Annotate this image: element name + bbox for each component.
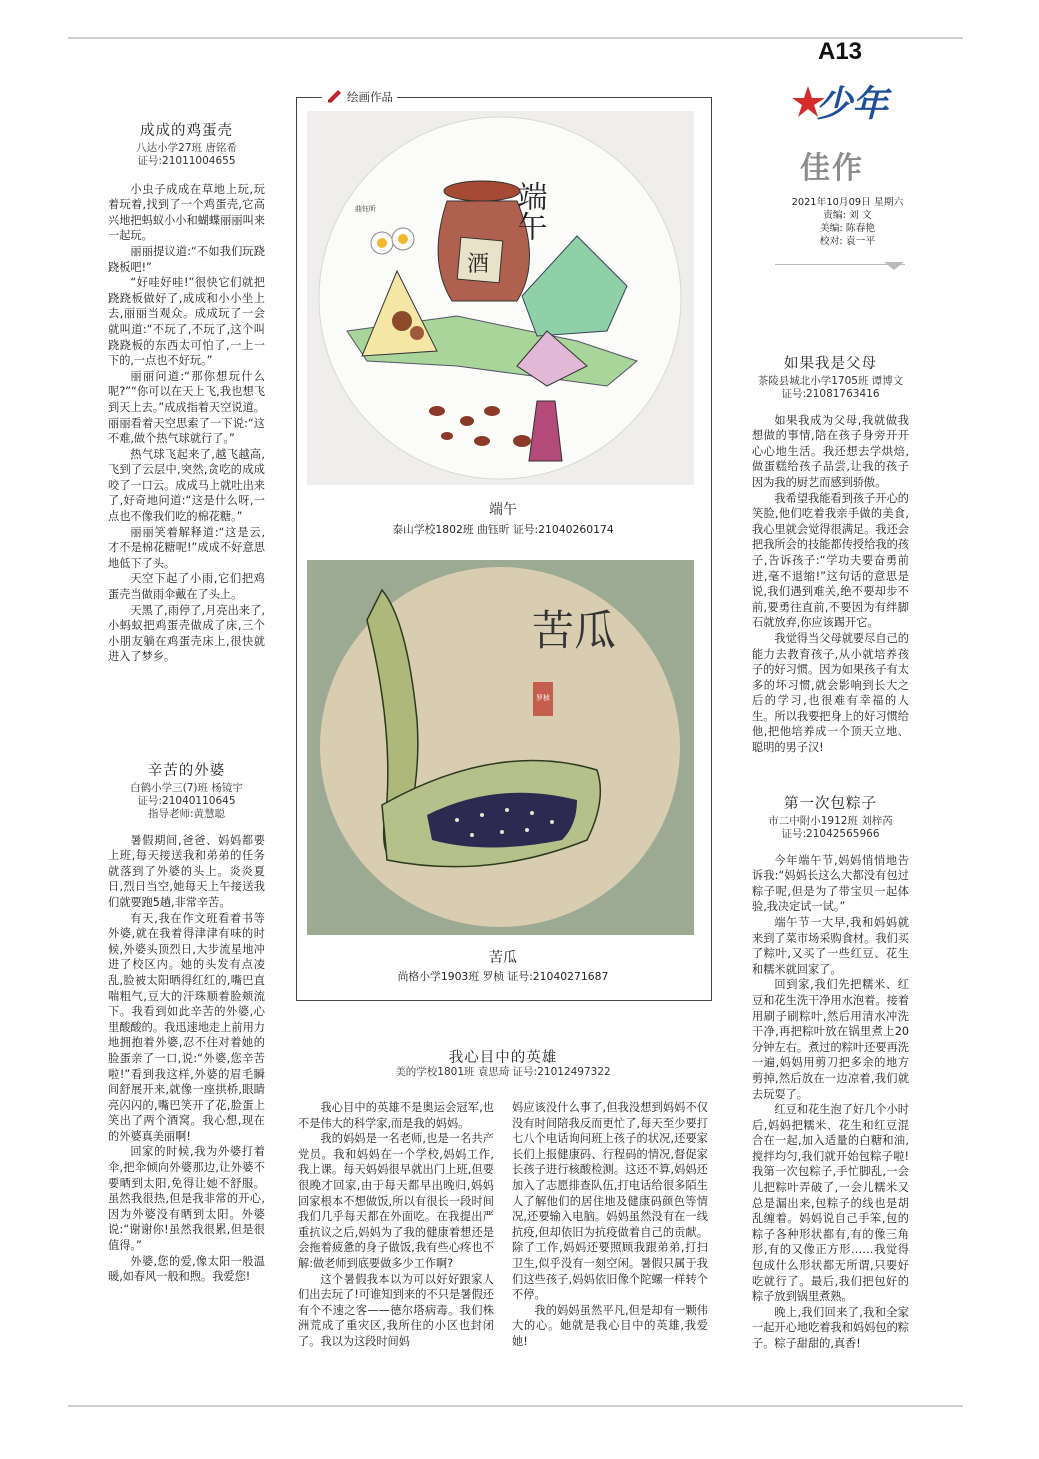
artwork-section-label: 绘画作品: [347, 90, 393, 104]
article-title: 辛苦的外婆: [147, 763, 226, 779]
paragraph: 我希望我能看到孩子开心的笑脸,他们吃着我亲手做的美食,我心里就会觉得很满足。我还会把我所会的技能都传授给我的孩子,告诉孩子:“学功夫要奋勇前进,毫不退缩!”这句话的意思是说,我们遇到难关,绝不要却步不前,要勇往直前,不要因为有绊脚石就放弃,你应该踢开它。: [752, 491, 909, 630]
article-hero-title: 我心目中的英雄: [448, 1050, 558, 1066]
article-author: 市二中附小1912班 刘梓芮: [768, 814, 893, 827]
melon-seal: 罗桢: [536, 694, 550, 702]
paragraph: 丽丽提议道:“不如我们玩跷跷板吧!”: [108, 244, 265, 274]
melon-brush-title: 苦瓜: [532, 606, 617, 655]
paragraph: 回家的时候,我为外婆打着伞,把伞倾向外婆那边,让外婆不要晒到太阳,免得让她不舒服。虽然我很热,但是我非常的开心,因为外婆没有晒到太阳。外婆说:“谢谢你!虽然我很累,但是很值得。”: [108, 1145, 265, 1253]
issue-date: 2021年10月09日 星期六: [791, 197, 904, 208]
painting-duanwu: [307, 111, 694, 485]
paragraph: 外婆,您的爱,像太阳一般温暖,如春风一般和煦。我爱您!: [108, 1254, 265, 1284]
paragraph: 妈应该没什么事了,但我没想到妈妈不仅没有时间陪我反而更忙了,每天至少要打七八个电话询问班上孩子的状况,还要家长们上报健康码、行程码的情况,督促家长孩子进行核酸检测。这还不算,妈妈还加入了志愿排查队伍,打电话给很多陌生人了解他们的居住地及健康码颜色等情况,还要输入电脑。妈妈虽然没有在一线抗疫,但却依旧为抗疫做着自己的贡献。除了工作,妈妈还要照顾我跟弟弟,打扫卫生,似乎没有一刻空闲。暑假只属于我们这些孩子,妈妈依旧像个陀螺一样转个不停。: [512, 1101, 708, 1302]
paragraph: 暑假期间,爸爸、妈妈都要上班,每天接送我和弟弟的任务就落到了外婆的头上。炎炎夏日,烈日当空,她每天上午接送我们就要跑5趟,非常辛苦。: [108, 833, 265, 909]
article-id: 证号:21040110645: [137, 794, 236, 807]
paragraph: 小虫子成成在草地上玩,玩着玩着,找到了一个鸡蛋壳,它高兴地把蚂蚁小小和蝴蝶丽丽叫来一起玩。: [108, 182, 265, 243]
duanwu-signature: 曲钰昕: [355, 205, 376, 213]
paragraph: 我的妈妈虽然平凡,但是却有一颗伟大的心。她就是我心目中的英雄,我爱她!: [512, 1303, 708, 1348]
jar-label: 酒: [467, 252, 490, 277]
painting-melon-byline: 尚格小学1903班 罗桢 证号:21040271687: [397, 970, 609, 983]
paragraph: 今年端午节,妈妈悄悄地告诉我:“妈妈长这么大都没有包过粽子呢,但是为了带宝贝一起体验,我决定试一试。”: [752, 853, 909, 914]
article-title: 如果我是父母: [784, 356, 877, 372]
article-author: 八达小学27班 唐铭希: [136, 141, 237, 154]
article-parents: [752, 357, 909, 756]
meta-pointer: [884, 262, 904, 270]
painting-duanwu-byline: 泰山学校1802班 曲钰昕 证号:21040260174: [392, 523, 614, 536]
article-author: 白鹤小学三(7)班 杨镜宇: [130, 781, 243, 794]
paragraph: 有天,我在作文班看着书等外婆,就在我着得津津有味的时候,外婆头顶烈日,大步流星地冲进了校区内。她的头发有点凌乱,脸被太阳晒得红红的,嘴巴直喘粗气,豆大的汗珠顺着脸颊流下。我看到如此辛苦的外婆,心里酸酸的。我迅速地走上前用力地拥抱着外婆,忍不住对着她的脸蛋亲了一口,说:“外婆,您辛苦啦!”看到我这样,外婆的眉毛瞬间舒展开来,就像一座拱桥,眼睛亮闪闪的,嘴巴笑开了花,脸蛋上笑出了两个酒窝。我心想,现在的外婆真美丽啊!: [108, 911, 265, 1143]
article-hero-col2: [512, 1100, 708, 1350]
article-title: 成成的鸡蛋壳: [140, 123, 233, 139]
paragraph: 丽丽问道:“那你想玩什么呢?”“你可以在天上飞,我也想飞到天上去。”成成指着天空说道。丽丽看着天空思索了一下说:“这不难,做个热气球就行了。”: [108, 369, 265, 446]
article-hero-byline: 美的学校1801班 袁思琦 证号:21012497322: [395, 1066, 611, 1078]
painting-melon-title: 苦瓜: [489, 950, 517, 966]
issue-meta: [780, 196, 915, 248]
article-author: 茶陵县城北小学1705班 谭博文: [757, 374, 904, 387]
paragraph: 天黑了,雨停了,月亮出来了,小蚂蚁把鸡蛋壳做成了床,三个小朋友躺在鸡蛋壳床上,很快就进入了梦乡。: [108, 603, 265, 664]
paragraph: “好哇好哇!”很快它们就把跷跷板做好了,成成和小小坐上去,丽丽当观众。成成玩了一会就叫道:“不玩了,不玩了,这个叫跷跷板的东西太可怕了,一上一下的,一点也不好玩。”: [108, 276, 265, 368]
paragraph: 端午节一大早,我和妈妈就来到了菜市场采购食材。我们买了粽叶,又买了一些红豆、花生和糯米就回家了。: [752, 915, 909, 976]
brand-subtitle: 佳作: [800, 151, 864, 186]
paragraph: 如果我成为父母,我就做我想做的事情,陪在孩子身旁开开心心地生活。我还想去学烘焙,做蛋糕给孩子品尝,让我的孩子因为我的厨艺而感到骄傲。: [752, 413, 909, 489]
page-number: A13: [818, 38, 863, 65]
painting-duanwu-title: 端午: [489, 502, 517, 518]
painting-bitter-melon: [307, 560, 694, 935]
article-grandma: [108, 764, 265, 1285]
article-teacher: 指导老师:黄慧聪: [147, 807, 226, 820]
paragraph: 我觉得当父母就要尽自己的能力去教育孩子,从小就培养孩子的好习惯。因为如果孩子有太多的坏习惯,就会影响到长大之后的学习,也很难有幸福的人生。所以我要把身上的好习惯给他,把他培养成一个顶天立地、聪明的男子汉!: [752, 631, 909, 755]
paragraph: 我的妈妈是一名老师,也是一名共产党员。我和妈妈在一个学校,妈妈工作,我上课。每天妈妈很早就出门上班,但要很晚才回家,由于每天都早出晚归,妈妈回家根本不想做饭,所以有很长一段时间我们几乎每天都在外面吃。在我提出严重抗议之后,妈妈为了我的健康着想还是会拖着疲惫的身子做饭,我有些心疼也不解:做老师到底要做多少工作啊?: [298, 1132, 494, 1270]
article-id: 证号:21042565966: [781, 827, 880, 840]
article-id: 证号:21081763416: [781, 387, 880, 400]
editor: 责编: 刘 文: [823, 210, 872, 221]
designer: 美编: 陈春艳: [819, 223, 876, 234]
paragraph: 晚上,我们回来了,我和全家一起开心地吃着我和妈妈包的粽子。粽子甜甜的,真香!: [752, 1305, 909, 1350]
duanwu-brush-title: 端午: [511, 181, 547, 241]
paragraph: 丽丽笑着解释道:“这是云,才不是棉花糖呢!”成成不好意思地低下了头。: [108, 525, 265, 570]
article-title: 第一次包粽子: [784, 796, 877, 812]
brand-logo: [790, 72, 910, 132]
paragraph: 回到家,我们先把糯米、红豆和花生洗干净用水泡着。接着用刷子刷粽叶,然后用清水冲洗干净,再把粽叶放在锅里煮上20分钟左右。煮过的粽叶还要再洗一遍,妈妈用剪刀把多余的地方剪掉,然后放在一边凉着,我们就去玩耍了。: [752, 978, 909, 1101]
artwork-section-tag: [322, 89, 397, 105]
article-id: 证号:21011004655: [137, 154, 236, 167]
pencil-icon: [326, 90, 344, 104]
bottom-rule: [68, 1405, 963, 1407]
article-hero-col1: [298, 1100, 494, 1350]
paragraph: 天空下起了小雨,它们把鸡蛋壳当做雨伞戴在了头上。: [108, 572, 265, 602]
proofreader: 校对: 袁一平: [819, 236, 876, 247]
svg-text:少年: 少年: [816, 84, 889, 125]
article-zongzi: [752, 797, 909, 1352]
article-egg-shell: [108, 124, 265, 665]
paragraph: 这个暑假我本以为可以好好跟家人们出去玩了!可谁知到来的不只是暑假还有个不速之客——德尔塔病毒。我们株洲荒成了重灾区,我所住的小区也封闭了。我以为这段时间妈: [298, 1272, 494, 1348]
paragraph: 我心目中的英雄不是奥运会冠军,也不是伟大的科学家,而是我的妈妈。: [298, 1101, 494, 1130]
paragraph: 热气球飞起来了,越飞越高,飞到了云层中,突然,贪吃的成成咬了一口云。成成马上就吐出来了,好奇地问道:“这是什么呀,一点也不像我们吃的棉花糖。”: [108, 447, 265, 524]
paragraph: 红豆和花生泡了好几个小时后,妈妈把糯米、花生和红豆混合在一起,加入适量的白糖和油,搅拌均匀,我们就开始包粽子啦!我第一次包粽子,手忙脚乱,一会儿把粽叶弄破了,一会儿糯米又总是漏出来,包粽子的线也是胡乱缠着。妈妈说自己手笨,包的粽子各种形状都有,有的像三角形,有的又像正方形……我觉得包成什么形状都无所谓,只要好吃就行了。最后,我们把包好的粽子放到锅里煮熟。: [752, 1103, 909, 1304]
